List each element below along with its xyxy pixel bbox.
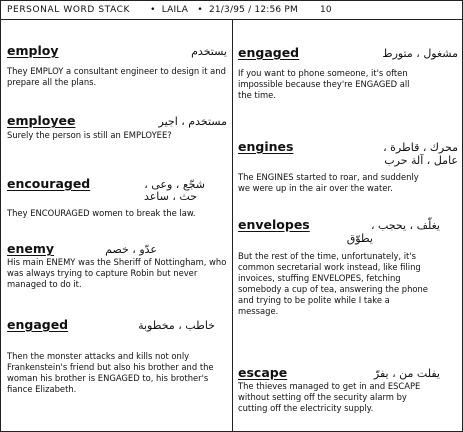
example-sentence: The ENGINES started to roar, and suddenly we were up in the air over the water. bbox=[238, 172, 419, 193]
entry-headrow bbox=[238, 215, 458, 232]
example-sentence: Then the monster attacks and kills not only Frankenstein's friend but also his brother and the woman his brother is ENGAGED to, his brother's fiance Elizabeth. bbox=[7, 351, 214, 394]
arabic-translation: يغلّف ، يحجب ، bbox=[370, 219, 440, 232]
entry-envelopes bbox=[238, 215, 458, 317]
entry-employee bbox=[7, 111, 227, 141]
entry-headrow bbox=[238, 43, 458, 60]
arabic-translation: محرك ، قاطرة ، bbox=[383, 141, 458, 154]
headword: envelopes bbox=[238, 217, 310, 232]
entry-engaged-fiance bbox=[7, 315, 227, 395]
example-sentence: If you want to phone someone, it's often impossible because they're ENGAGED all the time. bbox=[238, 68, 410, 100]
entry-employ bbox=[7, 41, 227, 88]
entry-enemy bbox=[7, 239, 227, 290]
example-sentence: They EMPLOY a consultant engineer to design it and prepare all the plans. bbox=[7, 66, 226, 87]
entry-headrow bbox=[7, 315, 227, 332]
arabic-translation: عدّو ، خصم bbox=[105, 243, 157, 256]
timestamp: 21/3/95 / 12:56 PM bbox=[208, 5, 298, 15]
entry-headrow bbox=[7, 174, 227, 191]
headword: enemy bbox=[7, 241, 55, 256]
arabic-translation: مستخدم ، اجير bbox=[158, 115, 227, 128]
arabic-translation-line2: حث ، ساعد bbox=[143, 190, 197, 203]
arabic-translation-line2: عامل ، آلة حرب bbox=[384, 154, 458, 167]
stack-title: PERSONAL WORD STACK bbox=[7, 5, 131, 15]
headword: engines bbox=[238, 139, 294, 154]
headword: employ bbox=[7, 43, 59, 58]
user-name: LAILA bbox=[161, 5, 189, 15]
arabic-translation: يفلت من ، يفرّ bbox=[373, 367, 440, 380]
arabic-translation: مشغول ، متورط bbox=[382, 47, 458, 60]
entry-headrow bbox=[238, 137, 458, 154]
header-bullet: • bbox=[150, 5, 156, 15]
arabic-translation: شجّع ، وعى ، bbox=[144, 178, 205, 191]
entry-engaged-busy bbox=[238, 43, 458, 101]
example-sentence: They ENCOURAGED women to break the law. bbox=[7, 208, 196, 218]
entry-headrow bbox=[7, 111, 227, 128]
entry-escape bbox=[238, 363, 458, 414]
example-sentence: The thieves managed to get in and ESCAPE without setting off the security alarm by cutting off the electricity supply. bbox=[238, 381, 421, 413]
arabic-translation: خاطب ، مخطوبة bbox=[138, 319, 215, 332]
example-sentence: Surely the person is still an EMPLOYEE? bbox=[7, 130, 172, 140]
entry-engines bbox=[238, 137, 458, 194]
arabic-translation: يستخدم bbox=[191, 45, 227, 58]
entry-headrow bbox=[7, 41, 227, 58]
headword: engaged bbox=[238, 45, 300, 60]
headword: engaged bbox=[7, 317, 69, 332]
arabic-translation-line2: يطوّق bbox=[346, 232, 373, 245]
page-header bbox=[7, 5, 332, 15]
headword: escape bbox=[238, 365, 288, 380]
example-sentence: But the rest of the time, unfortunately, it's common secretarial work instead, like filing invoices, stuffing ENVELOPES, fetching somebody a cup of tea, answering the phone and trying to be polite while I take a message. bbox=[238, 251, 428, 316]
example-sentence: His main ENEMY was the Sheriff of Nottingham, who was always trying to capture Robin but never managed to do it. bbox=[7, 257, 227, 289]
headword: encouraged bbox=[7, 176, 91, 191]
page-number: 10 bbox=[320, 5, 332, 15]
column-divider bbox=[232, 19, 233, 431]
headword: employee bbox=[7, 113, 76, 128]
header-bullet-2: • bbox=[197, 5, 203, 15]
entry-headrow bbox=[238, 363, 458, 380]
entry-encouraged bbox=[7, 174, 227, 219]
entry-headrow bbox=[7, 239, 227, 256]
